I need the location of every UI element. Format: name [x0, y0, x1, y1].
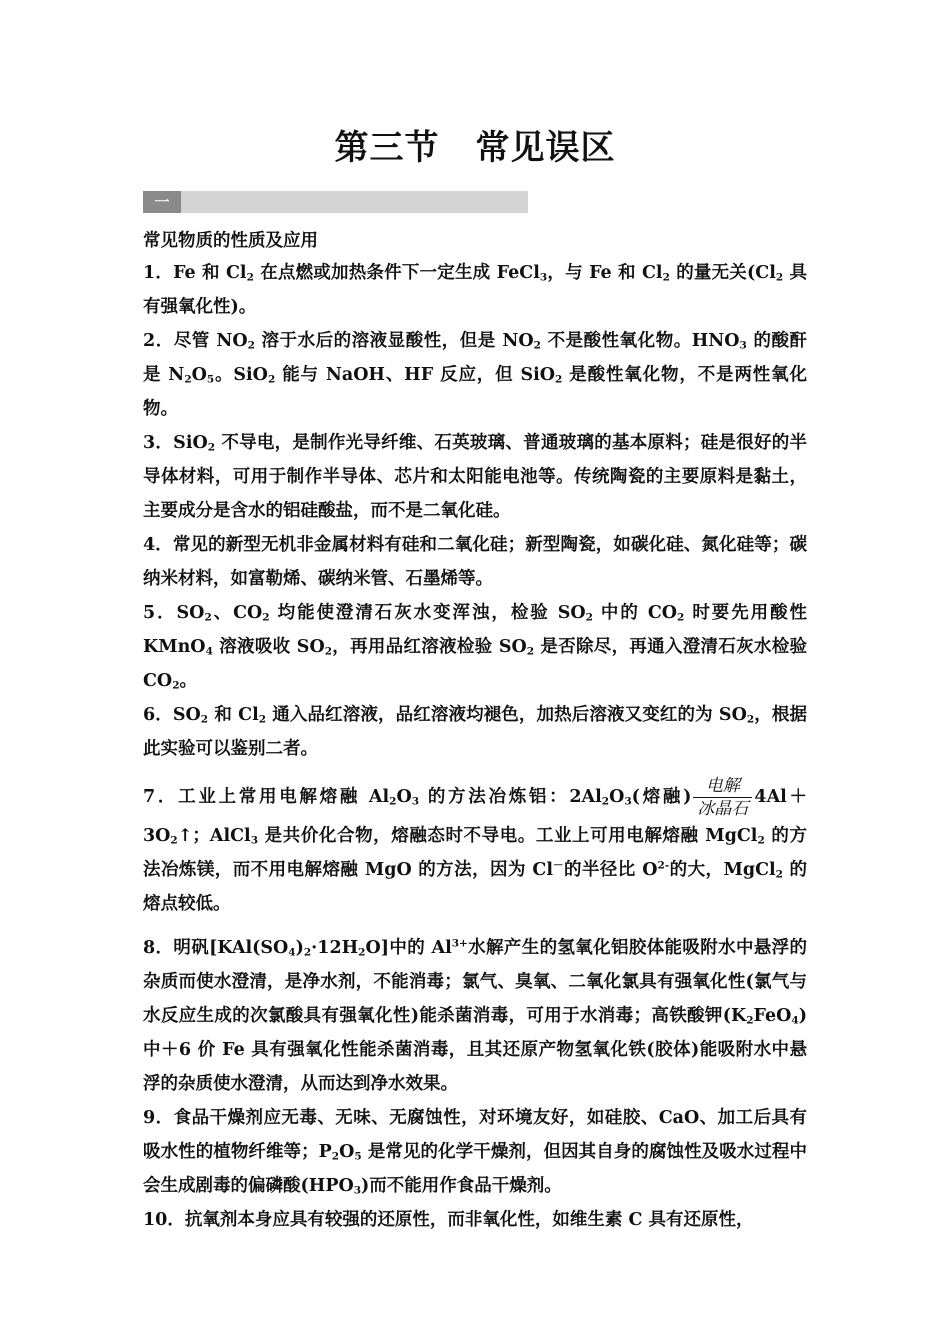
item-3: 3．SiO$_2$ 不导电，是制作光导纤维、石英玻璃、普通玻璃的基本原料；硅是很好的半导体材料，可用于制作半导体、芯片和太阳能电池等。传统陶瓷的主要原料是黏土，主要成分是含水的铝硅酸盐，而不是二氧化硅。 [143, 433, 807, 521]
page-title [0, 124, 950, 172]
section-number: 一 [143, 191, 181, 213]
item-1: 1．Fe 和 $Cl_2$ 在点燃或加热条件下一定生成 FeCl$_3$，与 Fe 和 $Cl_2$ 的量无关($Cl_2$ 具有强氧化性)。 [143, 263, 807, 317]
content-body [143, 226, 807, 1237]
item-10: 10．抗氧剂本身应具有较强的还原性，而非氧化性，如维生素 C 具有还原性， [143, 1210, 754, 1230]
item-8: 8．明矾$[KAl(SO_4)_2\cdot 12H_2O]$中的 $Al^{3+}$水解产生的氢氧化铝胶体能吸附水中悬浮的杂质而使水澄清，是净水剂，不能消毒；氯气、臭氧、二氧化氯具有强氧化性(氯气与水反应生成的次氯酸具有强氧化性)能杀菌消毒，可用于水消毒；高铁酸钾$(K_2FeO_4)$中＋6 价 Fe 具有强氧化性能杀菌消毒，且其还原产物氢氧化铁(胶体)能吸附水中悬浮的杂质使水澄清，从而达到净水效果。 [143, 937, 808, 1094]
title-part-2: 常见误区 [475, 128, 616, 168]
section-banner [143, 191, 528, 213]
item-4: 4．常见的新型无机非金属材料有硅和二氧化硅；新型陶瓷，如碳化硅、氮化硅等；碳纳米材料，如富勒烯、碳纳米管、石墨烯等。 [143, 535, 807, 589]
condition-cryolite: 冰晶石 [693, 797, 752, 819]
item-5: 5．$SO_2$、$CO_2$ 均能使澄清石灰水变浑浊，检验 $SO_2$ 中的 $CO_2$ 时要先用酸性 KMnO$_4$ 溶液吸收 $SO_2$，再用品红溶液检验 $SO_2$ 是否除尽，再通入澄清石灰水检验 $CO_2$。 [143, 603, 807, 692]
item-9: 9．食品干燥剂应无毒、无味、无腐蚀性，对环境友好，如硅胶、CaO、加工后具有吸水性的植物纤维等；$P_2O_5$ 是常见的化学干燥剂，但因其自身的腐蚀性及吸水过程中会生成剧毒的偏磷酸$(HPO_3)$而不能用作食品干燥剂。 [143, 1108, 807, 1197]
condition-electrolysis: 电解 [705, 776, 740, 796]
title-part-1: 第三节 [334, 128, 440, 168]
section-heading: 常见物质的性质及应用 [143, 231, 318, 251]
item-6: 6．$SO_2$ 和 $Cl_2$ 通入品红溶液，品红溶液均褪色，加热后溶液又变红的为 $SO_2$，根据此实验可以鉴别二者。 [143, 705, 807, 759]
item-7: 7．工业上常用电解熔融 $Al_2O_3$ 的方法冶炼铝：$2Al_2O_3$(熔融) 电解 冰晶石 $4Al+3O_2↑$；AlCl$_3$ 是共价化合物，熔融态时不导电。工业上可用电解熔融 MgCl$_2$ 的方法冶炼镁，而不用电解熔融 MgO 的方法，因为 Cl－的半径比 $O^{2-}$的大，MgCl$_2$ 的熔点较低。 [143, 776, 808, 914]
item-2: 2．尽管 $NO_2$ 溶于水后的溶液显酸性，但是 $NO_2$ 不是酸性氧化物。$HNO_3$ 的酸酐是 $N_2O_5$。SiO$_2$ 能与 NaOH、HF 反应，但 SiO$_2$ 是酸性氧化物，不是两性氧化物。 [143, 331, 808, 419]
reaction-condition [693, 776, 752, 819]
